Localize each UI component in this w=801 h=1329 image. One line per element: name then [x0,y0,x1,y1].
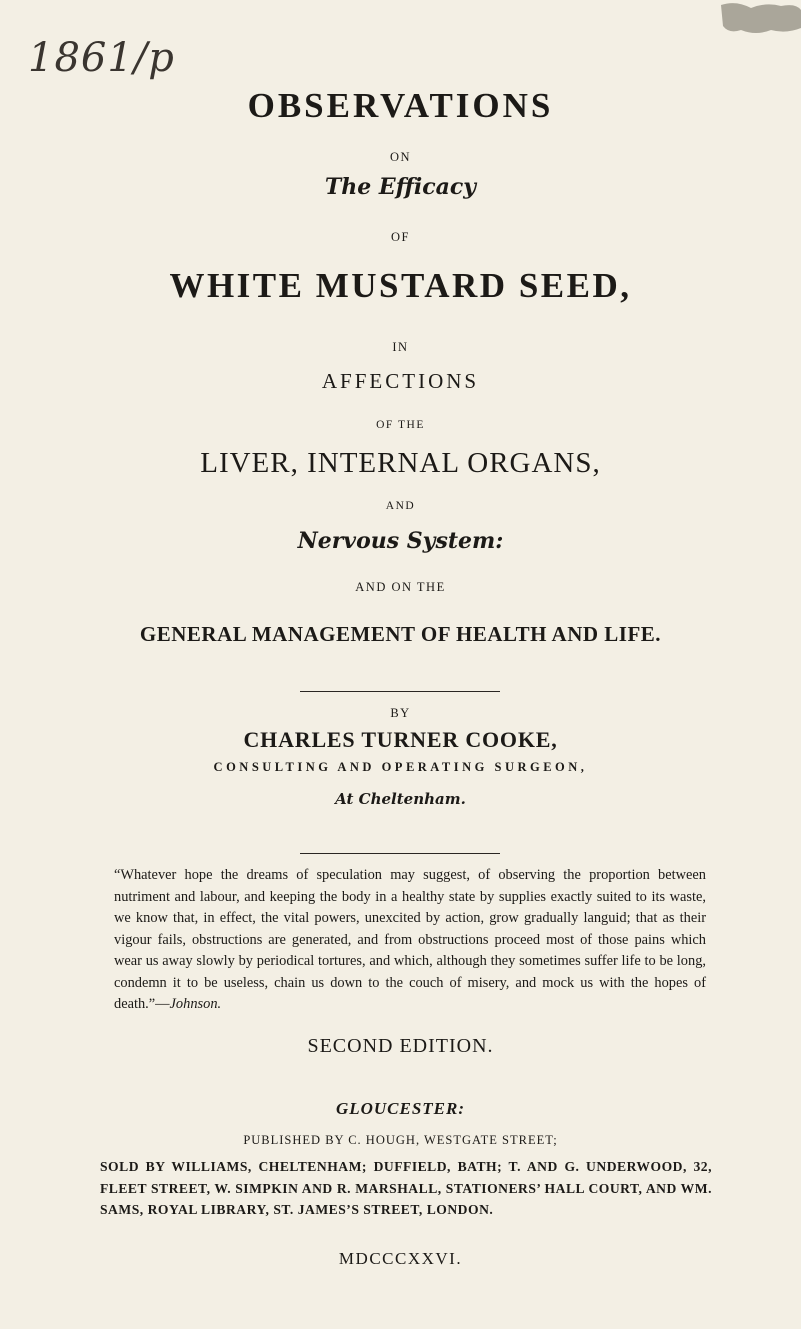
title-and-on-the: AND ON THE [355,580,446,594]
epigraph [114,865,706,1016]
title-on: ON [389,150,412,164]
divider-rule-top [300,691,500,692]
manuscript-shelfmark: 1861/p [28,35,175,81]
title-observations: OBSERVATIONS [247,86,554,125]
imprint-year: MDCCCXXVI. [338,1249,463,1268]
library-stamp-mark [711,0,801,40]
title-subject: WHITE MUSTARD SEED, [169,266,632,305]
edition-statement: SECOND EDITION. [307,1035,494,1057]
author-place: At Cheltenham. [335,790,466,808]
title-affections: AFFECTIONS [321,369,480,393]
epigraph-text: “Whatever hope the dreams of speculation may suggest, of observing the proportion between nutriment and labour, and keeping the body in a healthy state by supplies exactly suited to its waste, we know that, in effect, the vital powers, unexcited by action, grow gradually languid; that as their vigour fails, obstructions are generated, and from obstructions proceed most of those pains which wear us away slowly by periodical tortures, and which, although they sometimes suffer life to be long, condemn it to be useless, chain us down to the couch of misery, and mock us with the hopes of death.”— [114,867,706,1012]
title-general-management: GENERAL MANAGEMENT OF HEALTH AND LIFE. [139,622,662,646]
imprint-sellers: SOLD BY WILLIAMS, CHELTENHAM; DUFFIELD, BATH; T. AND G. UNDERWOOD, 32, FLEET STREET, W. SIMPKIN AND R. MARSHALL, STATIONERS’ HALL COURT, AND WM. SAMS, ROYAL LIBRARY, ST. JAMES’S STREET, LONDON. [100,1159,712,1217]
author-role: CONSULTING AND OPERATING SURGEON, [213,760,588,774]
title-of-the: OF THE [376,419,425,431]
epigraph-attribution: Johnson. [169,996,222,1012]
title-in: IN [392,340,409,354]
imprint-publisher: PUBLISHED BY C. HOUGH, WESTGATE STREET; [243,1133,558,1147]
title-of: OF [391,230,410,244]
title-efficacy: The Efficacy [324,174,477,200]
title-and: AND [385,500,416,512]
author-name: CHARLES TURNER COOKE, [243,727,558,752]
imprint-city: GLOUCESTER: [335,1099,466,1118]
title-organs: LIVER, INTERNAL ORGANS, [200,447,601,479]
divider-rule-bottom [300,853,500,854]
title-nervous-system: Nervous System: [297,528,504,554]
author-by: BY [390,706,411,720]
